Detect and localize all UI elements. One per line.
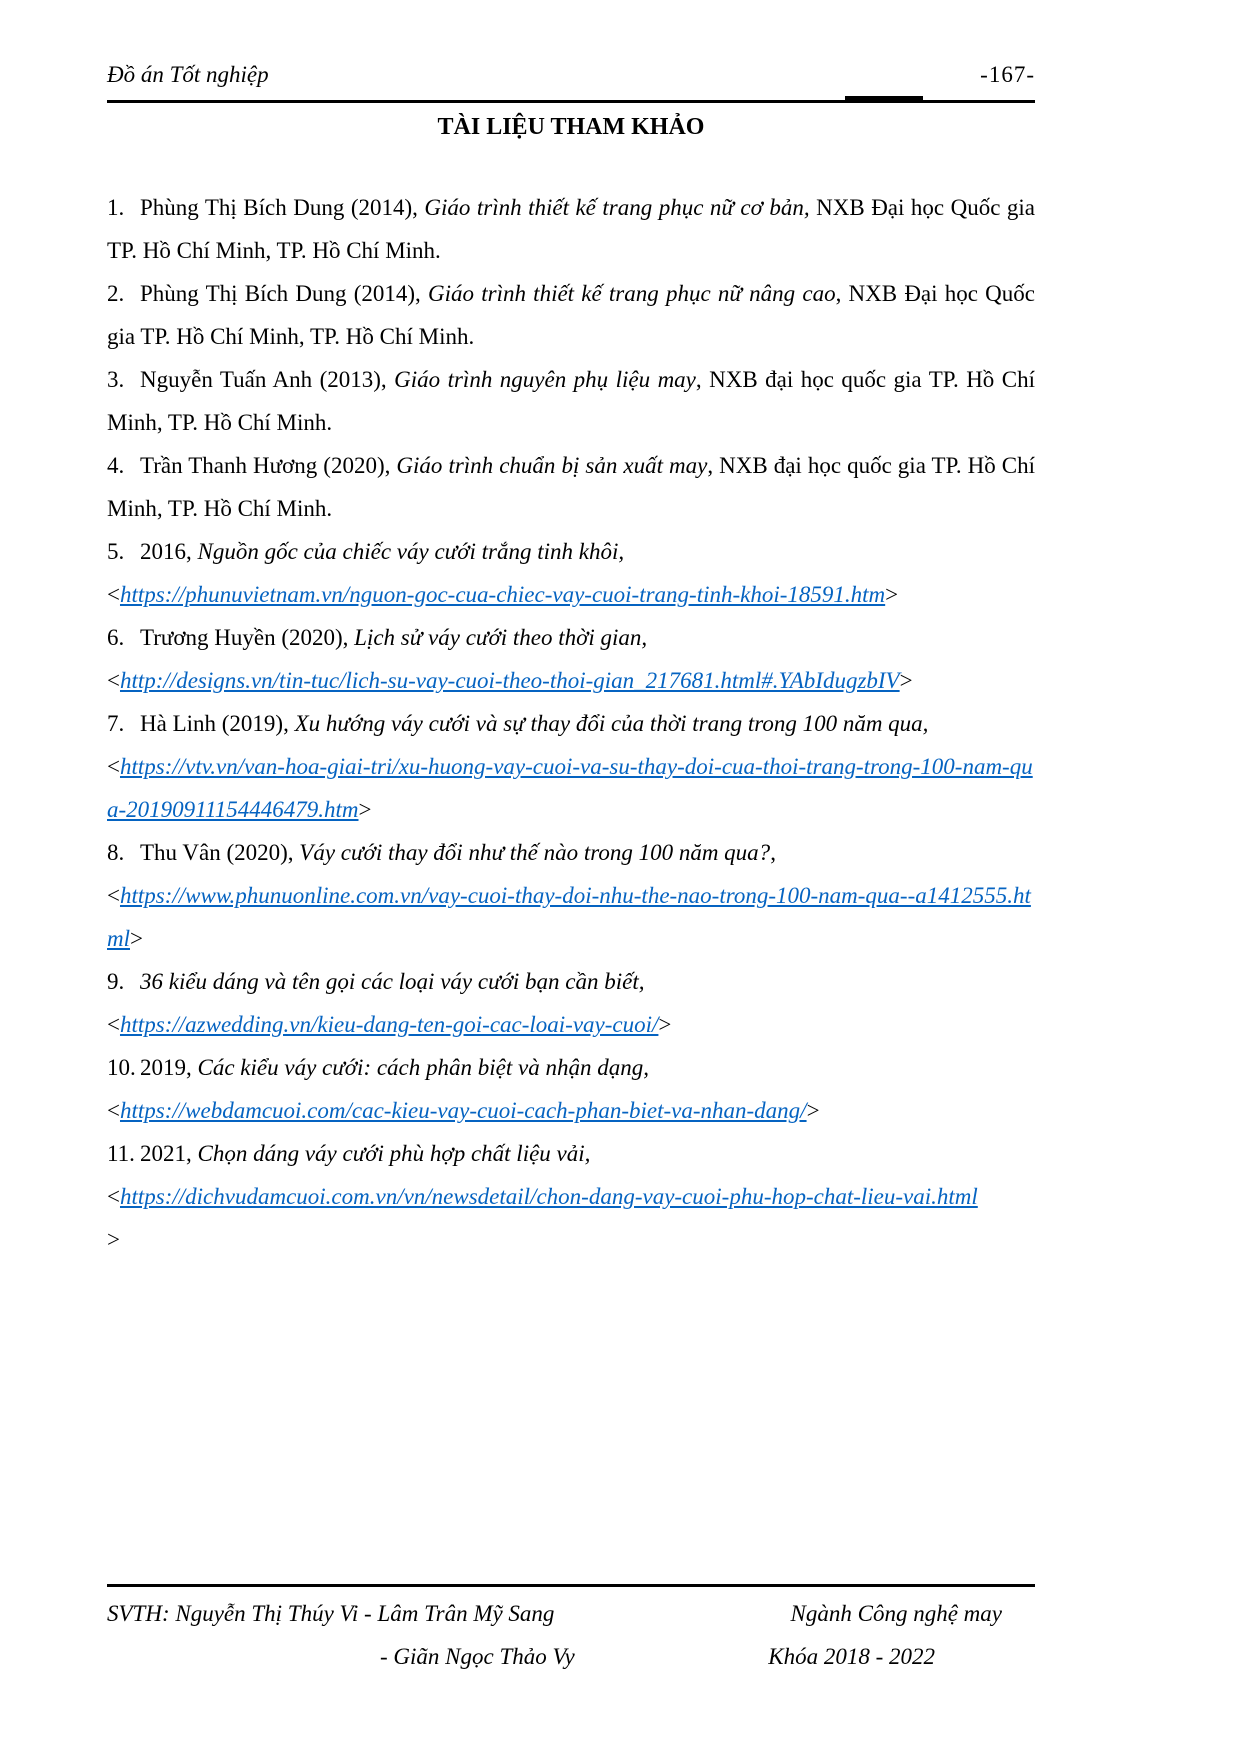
reference-title: Chọn dáng váy cưới phù hợp chất liệu vải,: [197, 1141, 591, 1166]
reference-item: [107, 702, 1035, 831]
reference-link[interactable]: https://azwedding.vn/kieu-dang-ten-goi-cac-loai-vay-cuoi/: [119, 1012, 659, 1037]
reference-text: <: [107, 1098, 120, 1123]
reference-number: 5.: [107, 539, 125, 564]
reference-text: <: [107, 1184, 120, 1209]
reference-link[interactable]: https://vtv.vn/van-hoa-giai-tri/xu-huong-vay-cuoi-va-su-thay-doi-cua-thoi-trang-trong-100-nam-qua-20190911154446479.htm: [107, 754, 1033, 822]
reference-text: >: [107, 1227, 120, 1252]
reference-link[interactable]: https://www.phunuonline.com.vn/vay-cuoi-thay-doi-nhu-the-nao-trong-100-nam-qua--a1412555.html: [107, 883, 1031, 951]
reference-text: Trương Huyền (2020),: [140, 625, 355, 650]
reference-text: 2021,: [140, 1141, 198, 1166]
reference-number: 8.: [107, 840, 125, 865]
page-footer: [107, 1584, 1035, 1678]
footer-major: Ngành Công nghệ may: [790, 1601, 1002, 1626]
reference-text: ,: [770, 840, 776, 865]
reference-number: 11.: [107, 1141, 135, 1166]
reference-item: [107, 358, 1035, 444]
reference-number: 3.: [107, 367, 125, 392]
reference-text: Phùng Thị Bích Dung (2014),: [140, 195, 425, 220]
reference-link[interactable]: https://phunuvietnam.vn/nguon-goc-cua-chiec-vay-cuoi-trang-tinh-khoi-18591.htm: [119, 582, 886, 607]
reference-item: [107, 1132, 1035, 1261]
header-rule-artifact: [845, 96, 923, 100]
reference-title: Xu hướng váy cưới và sự thay đổi của thời trang trong 100 năm qua,: [294, 711, 929, 736]
reference-text: >: [899, 668, 913, 693]
reference-text: , NXB Đại học Quốc gia TP. Hồ Chí Minh, TP. Hồ Chí Minh.: [107, 281, 1035, 349]
reference-text: >: [885, 582, 899, 607]
reference-link[interactable]: https://dichvudamcuoi.com.vn/vn/newsdetail/chon-dang-vay-cuoi-phu-hop-chat-lieu-vai.html: [119, 1184, 978, 1209]
reference-number: 9.: [107, 969, 125, 994]
reference-text: Trần Thanh Hương (2020),: [140, 453, 397, 478]
reference-title: Váy cưới thay đổi như thế nào trong 100 năm qua?: [299, 840, 771, 865]
section-title: TÀI LIỆU THAM KHẢO: [437, 114, 705, 140]
reference-item: [107, 530, 1035, 616]
reference-item: [107, 186, 1035, 272]
footer-cohort: Khóa 2018 - 2022: [768, 1644, 935, 1669]
reference-title: Nguồn gốc của chiếc váy cưới trắng tinh khôi,: [197, 539, 625, 564]
reference-title: Lịch sử váy cưới theo thời gian,: [354, 625, 648, 650]
header-document-title: Đồ án Tốt nghiệp: [107, 62, 269, 87]
reference-item: [107, 1046, 1035, 1132]
reference-title: Các kiểu váy cưới: cách phân biệt và nhận dạng,: [197, 1055, 649, 1080]
reference-text: <: [107, 582, 120, 607]
reference-title: Giáo trình chuẩn bị sản xuất may: [396, 453, 708, 478]
footer-row-1: [107, 1592, 1035, 1635]
reference-number: 6.: [107, 625, 125, 650]
reference-text: NXB Đại học Quốc gia TP. Hồ Chí Minh, TP. Hồ Chí Minh.: [107, 195, 1035, 263]
reference-number: 2.: [107, 281, 125, 306]
reference-number: 4.: [107, 453, 125, 478]
reference-text: >: [358, 797, 372, 822]
reference-number: 1.: [107, 195, 125, 220]
reference-title: Giáo trình thiết kế trang phục nữ nâng cao: [428, 281, 836, 306]
reference-item: [107, 960, 1035, 1046]
reference-number: 7.: [107, 711, 125, 736]
reference-text: 2019,: [140, 1055, 198, 1080]
reference-number: 10.: [107, 1055, 136, 1080]
reference-text: Nguyễn Tuấn Anh (2013),: [140, 367, 395, 392]
footer-authors: SVTH: Nguyễn Thị Thúy Vi - Lâm Trân Mỹ Sang: [107, 1601, 555, 1626]
reference-item: [107, 444, 1035, 530]
reference-item: [107, 616, 1035, 702]
reference-text: >: [658, 1012, 672, 1037]
references-list: [107, 186, 1035, 1261]
reference-text: , NXB đại học quốc gia TP. Hồ Chí Minh, TP. Hồ Chí Minh.: [107, 367, 1035, 435]
reference-text: , NXB đại học quốc gia TP. Hồ Chí Minh, TP. Hồ Chí Minh.: [107, 453, 1035, 521]
reference-title: Giáo trình nguyên phụ liệu may: [394, 367, 696, 392]
reference-text: Hà Linh (2019),: [140, 711, 295, 736]
reference-text: <: [107, 668, 120, 693]
reference-title: 36 kiểu dáng và tên gọi các loại váy cưới bạn cần biết,: [140, 969, 645, 994]
reference-text: Thu Vân (2020),: [140, 840, 300, 865]
reference-title: Giáo trình thiết kế trang phục nữ cơ bản,: [424, 195, 810, 220]
reference-item: [107, 831, 1035, 960]
reference-text: >: [806, 1098, 820, 1123]
reference-item: [107, 272, 1035, 358]
footer-author-2: - Giãn Ngọc Thảo Vy: [380, 1644, 575, 1669]
footer-row-2: [107, 1635, 1035, 1678]
reference-text: <: [107, 754, 120, 779]
reference-text: 2016,: [140, 539, 198, 564]
reference-link[interactable]: https://webdamcuoi.com/cac-kieu-vay-cuoi-cach-phan-biet-va-nhan-dang/: [119, 1098, 807, 1123]
reference-text: >: [130, 926, 143, 951]
reference-link[interactable]: http://designs.vn/tin-tuc/lich-su-vay-cuoi-theo-thoi-gian_217681.html#.YAbIdugzbIV: [119, 668, 900, 693]
reference-text: <: [107, 1012, 120, 1037]
header-page-number: -167-: [980, 62, 1035, 87]
reference-text: <: [107, 883, 120, 908]
reference-text: Phùng Thị Bích Dung (2014),: [140, 281, 429, 306]
